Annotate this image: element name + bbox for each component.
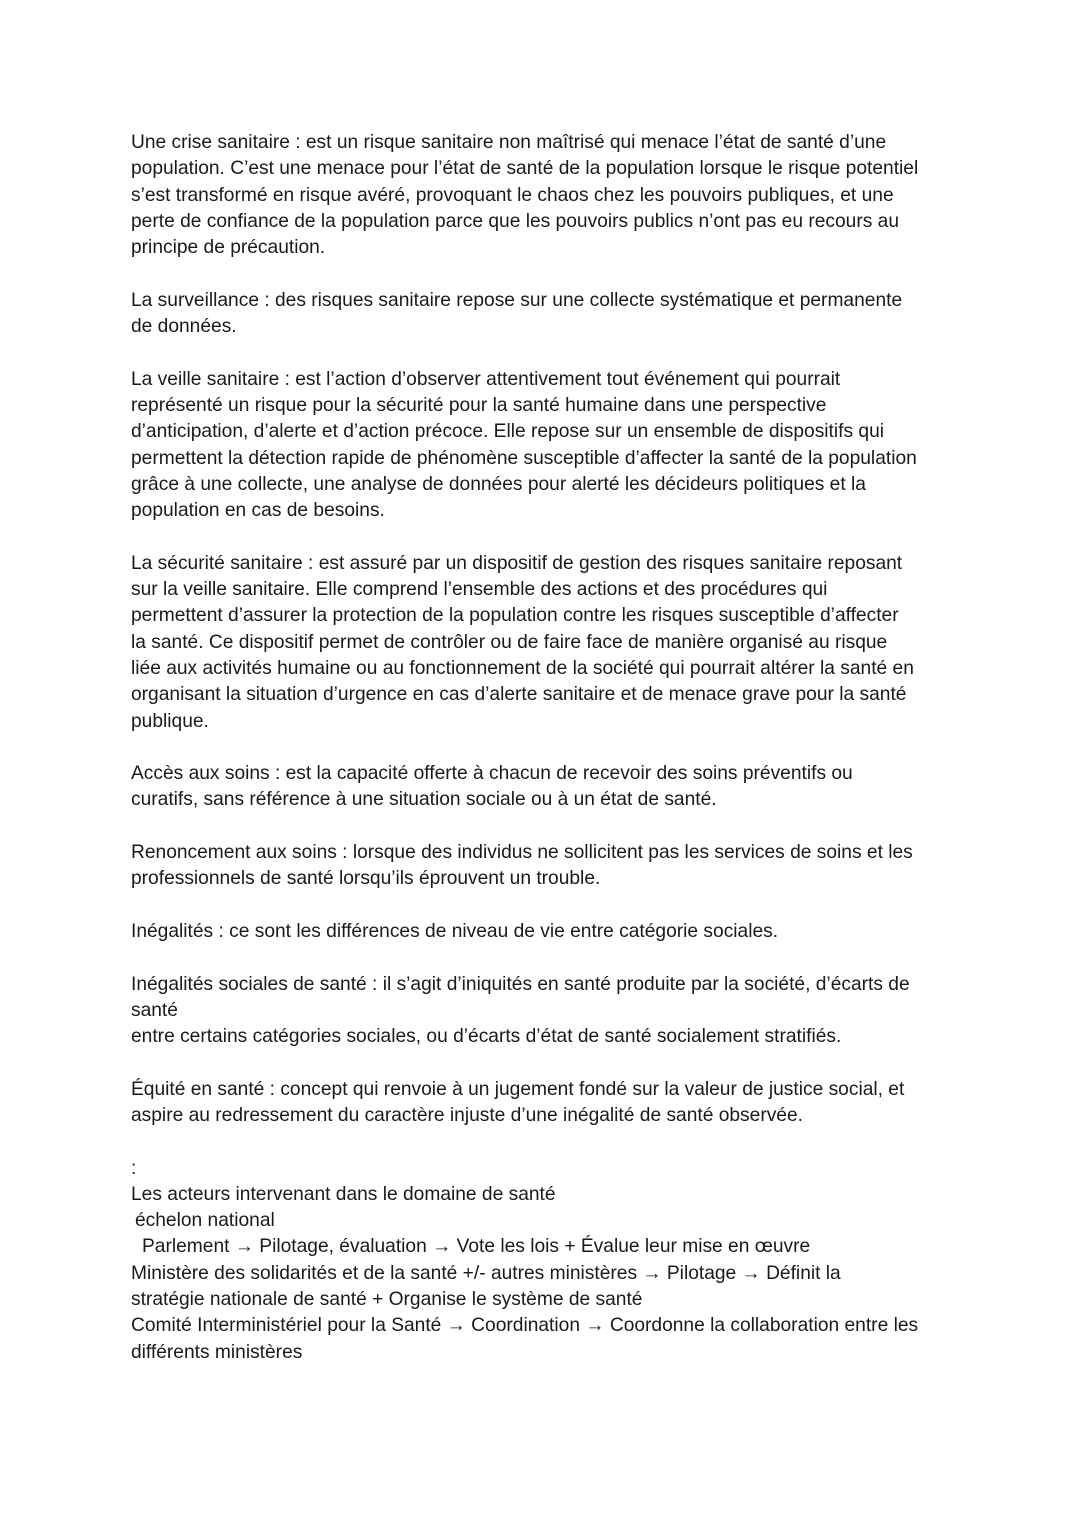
definition-veille-sanitaire [131,367,961,525]
text-line: Équité en santé : concept qui renvoie à un jugement fondé sur la valeur de justice social, et [131,1078,905,1100]
definition-crise-sanitaire [131,130,961,261]
text-line: entre certains catégories sociales, ou d’écarts d’état de santé socialement stratifiés. [131,1026,842,1048]
actor-ministere-line: stratégie nationale de santé + Organise le système de santé [131,1289,643,1311]
text-line: principe de précaution. [131,237,326,259]
actor-parlement: Parlement → Pilotage, évaluation → Vote les lois + Évalue leur mise en œuvre [142,1236,811,1258]
level-label: échelon national [135,1210,275,1232]
text-line: santé [131,999,178,1021]
text-line: organisant la situation d’urgence en cas d’alerte sanitaire et de menace grave pour la santé [131,684,907,706]
section-title: Les acteurs intervenant dans le domaine de santé [131,1183,556,1205]
text-line: d’anticipation, d’alerte et d’action précoce. Elle repose sur un ensemble de dispositifs qui [131,421,885,443]
text-line: curatifs, sans référence à une situation sociale ou à un état de santé. [131,789,717,811]
text-line: permettent d’assurer la protection de la population contre les risques susceptible d’affecter [131,605,899,627]
actor-ministere-line: Ministère des solidarités et de la santé +/- autres ministères → Pilotage → Définit la [131,1262,841,1284]
text-line: Une crise sanitaire : est un risque sanitaire non maîtrisé qui menace l’état de santé d’une [131,132,887,153]
text-line: liée aux activités humaine ou au fonctionnement de la société qui pourrait altérer la santé en [131,657,914,679]
text-line: Inégalités sociales de santé : il s’agit d’iniquités en santé produite par la société, d’écarts de [131,973,910,995]
text-line: sur la veille sanitaire. Elle comprend l’ensemble des actions et des procédures qui [131,579,828,601]
document-page [131,130,961,1392]
text-line: la santé. Ce dispositif permet de contrôler ou de faire face de manière organisé au risque [131,631,888,653]
definition-acces-aux-soins [131,761,961,814]
actor-comite-line: différents ministères [131,1341,303,1363]
actor-comite-line: Comité Interministériel pour la Santé → Coordination → Coordonne la collaboration entre les [131,1315,919,1337]
definition-inegalites-sociales-de-sante [131,972,961,1051]
text-line: publique. [131,710,209,732]
definition-securite-sanitaire [131,551,961,735]
text-line: permettent la détection rapide de phénomène susceptible d’affecter la santé de la population [131,447,917,469]
definition-renoncement-aux-soins [131,840,961,893]
text-line: de données. [131,316,237,338]
text-line: population en cas de besoins. [131,500,385,522]
text-line: aspire au redressement du caractère injuste d’une inégalité de santé observée. [131,1104,803,1126]
text-line: Accès aux soins : est la capacité offerte à chacun de recevoir des soins préventifs ou [131,763,853,785]
text-line: perte de confiance de la population parce que les pouvoirs publics n’ont pas eu recours au [131,210,900,232]
definition-inegalites [131,919,961,945]
text-line: La veille sanitaire : est l’action d’observer attentivement tout événement qui pourrait [131,368,841,390]
text-line: professionnels de santé lorsqu’ils éprouvent un trouble. [131,868,601,890]
text-line: Inégalités : ce sont les différences de niveau de vie entre catégorie sociales. [131,920,779,942]
text-line: représenté un risque pour la sécurité pour la santé humaine dans une perspective [131,394,827,416]
definition-surveillance [131,288,961,341]
text-line: population. C’est une menace pour l’état de santé de la population lorsque le risque potentiel [131,158,919,180]
section-colon: : [131,1157,137,1179]
text-line: La sécurité sanitaire : est assuré par un dispositif de gestion des risques sanitaire reposant [131,552,903,574]
text-line: La surveillance : des risques sanitaire repose sur une collecte systématique et permanente [131,289,903,311]
text-line: s’est transformé en risque avéré, provoquant le chaos chez les pouvoirs publiques, et une [131,184,894,206]
actors-section [131,1156,961,1366]
text-line: grâce à une collecte, une analyse de données pour alerté les décideurs politiques et la [131,473,866,495]
text-line: Renoncement aux soins : lorsque des individus ne sollicitent pas les services de soins et les [131,842,913,864]
definition-equite-en-sante [131,1077,961,1130]
